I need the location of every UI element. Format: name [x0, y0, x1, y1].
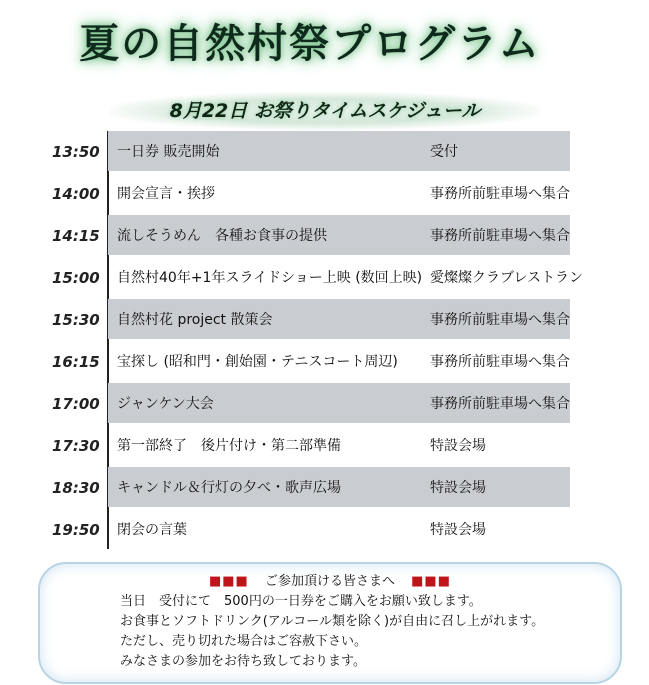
schedule-subtitle: 8月22日 お祭りタイムスケジュール — [110, 92, 540, 130]
schedule-event: 一日券 販売開始 — [117, 144, 220, 160]
schedule-place: 事務所前駐車場へ集合 — [430, 228, 570, 244]
schedule-place: 特設会場 — [430, 438, 486, 454]
notice-line: みなさまの参加をお待ち致しております。 — [120, 654, 366, 669]
schedule-event: 流しそうめん 各種お食事の提供 — [117, 228, 327, 244]
schedule-time: 15:00 — [52, 269, 100, 287]
schedule-time: 13:50 — [52, 143, 100, 161]
schedule-place: 事務所前駐車場へ集合 — [430, 354, 570, 370]
schedule-time: 16:15 — [52, 353, 100, 371]
schedule-place: 事務所前駐車場へ集合 — [430, 396, 570, 412]
schedule-time: 14:00 — [52, 185, 100, 203]
schedule-row — [0, 383, 649, 425]
schedule-time: 15:30 — [52, 311, 100, 329]
notice-heading-text: ご参加頂ける皆さまへ — [264, 574, 395, 589]
schedule-place: 事務所前駐車場へ集合 — [430, 186, 570, 202]
schedule-row — [0, 341, 649, 383]
schedule-row — [0, 509, 649, 551]
schedule-time: 18:30 — [52, 479, 100, 497]
schedule-place: 愛燦燦クラブレストラン — [430, 270, 584, 286]
notice-heading — [40, 570, 620, 589]
schedule-event: 第一部終了 後片付け・第二部準備 — [117, 438, 341, 454]
schedule-row — [0, 131, 649, 173]
schedule-place: 受付 — [430, 144, 458, 160]
square-marks-icon: ■■■ — [411, 574, 451, 589]
notice-line: お食事とソフトドリンク(アルコール類を除く)が自由に召し上がれます。 — [120, 614, 545, 629]
schedule-event: 開会宣言・挨拶 — [117, 186, 215, 202]
page-title: 夏の自然村祭プログラム — [79, 21, 541, 67]
schedule-place: 事務所前駐車場へ集合 — [430, 312, 570, 328]
notice-line: 当日 受付にて 500円の一日券をご購入をお願い致します。 — [120, 594, 482, 609]
schedule-place: 特設会場 — [430, 522, 486, 538]
schedule-time: 17:30 — [52, 437, 100, 455]
schedule-row — [0, 215, 649, 257]
schedule-time: 17:00 — [52, 395, 100, 413]
schedule-event: 閉会の言葉 — [117, 522, 187, 538]
notice-box — [38, 562, 622, 684]
schedule-table — [0, 131, 649, 549]
schedule-row — [0, 257, 649, 299]
schedule-row — [0, 173, 649, 215]
schedule-event: 自然村花 project 散策会 — [117, 312, 273, 328]
square-marks-icon: ■■■ — [208, 574, 249, 589]
schedule-event: 自然村40年+1年スライドショー上映 (数回上映) — [117, 270, 423, 286]
schedule-time: 19:50 — [52, 521, 100, 539]
schedule-event: 宝探し (昭和門・創始園・テニスコート周辺) — [117, 354, 398, 370]
schedule-event: ジャンケン大会 — [117, 396, 214, 412]
notice-line: ただし、売り切れた場合はご容赦下さい。 — [120, 634, 368, 649]
schedule-time: 14:15 — [52, 227, 100, 245]
schedule-row — [0, 425, 649, 467]
schedule-row — [0, 299, 649, 341]
schedule-place: 特設会場 — [430, 480, 486, 496]
schedule-row — [0, 467, 649, 509]
schedule-event: キャンドル＆行灯の夕べ・歌声広場 — [117, 480, 341, 496]
